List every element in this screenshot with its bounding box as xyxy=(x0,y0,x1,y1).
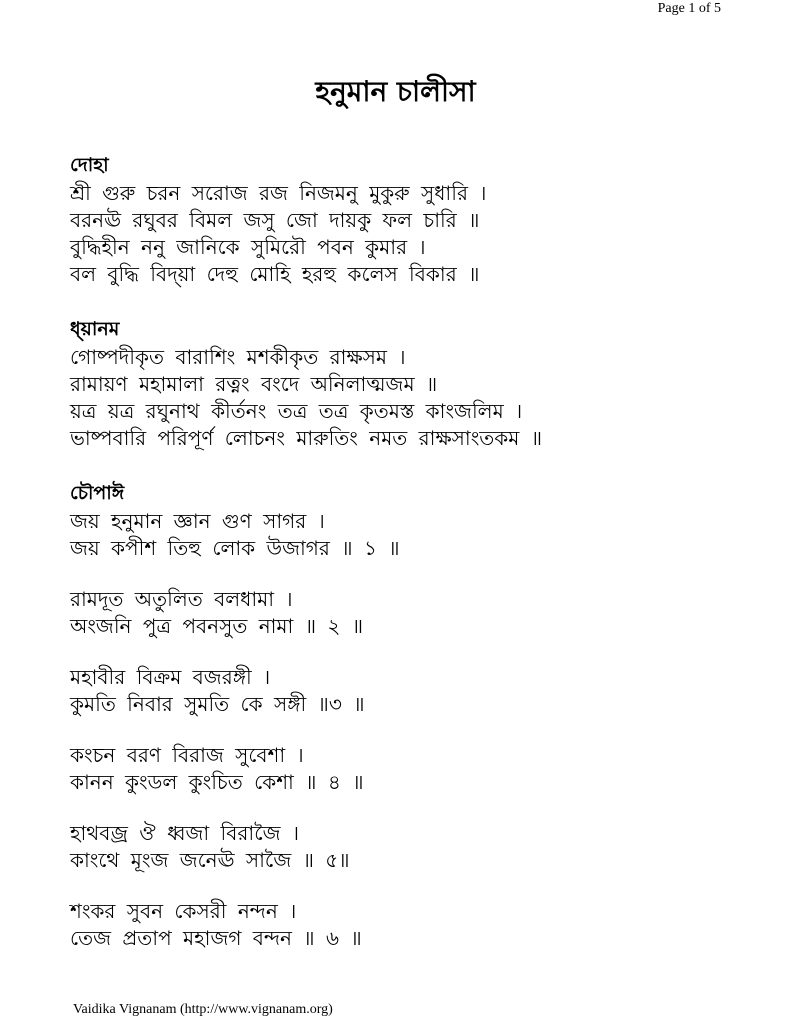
chaupai-line: কানন কুংডল কুংচিত কেশা ॥ ৪ ॥ xyxy=(70,770,364,794)
chaupai-line: অংজনি পুত্র পবনসুত নামা ॥ ২ ॥ xyxy=(70,614,364,638)
chaupai-line: জয় কপীশ তিহু লোক উজাগর ॥ ১ ॥ xyxy=(70,536,400,560)
doha-line: বরনঊ রঘুবর বিমল জসু জো দায়কু ফল চারি ॥ xyxy=(70,208,480,232)
doha-section xyxy=(70,150,760,288)
chaupai-line: তেজ প্রতাপ মহাজগ বন্দন ॥ ৬ ॥ xyxy=(70,926,362,950)
document-body xyxy=(70,150,760,976)
chaupai-line: হাথবজ্র ঔ ধ্বজা বিরাজৈ । xyxy=(70,821,299,845)
dhyanam-line: রামায়ণ মহামালা রত্নং বংদে অনিলাত্মজম ॥ xyxy=(70,372,438,396)
chaupai-stanza xyxy=(70,898,760,952)
doha-line: শ্রী গুরু চরন সরোজ রজ নিজমনু মুকুরু সুধারি । xyxy=(70,181,487,205)
chaupai-line: কাংথে মূংজ জনেঊ সাজৈ ॥ ৫॥ xyxy=(70,848,350,872)
dhyanam-section xyxy=(70,314,760,452)
footer-source: Vaidika Vignanam (http://www.vignanam.org) xyxy=(73,1002,333,1017)
chaupai-stanza xyxy=(70,742,760,796)
page-indicator: Page 1 of 5 xyxy=(657,1,721,16)
chaupai-stanza xyxy=(70,508,760,562)
document-title: হনুমান চালীসা xyxy=(315,75,476,108)
chaupai-stanza xyxy=(70,664,760,718)
dhyanam-line: গোষ্পদীকৃত বারাশিং মশকীকৃত রাক্ষসম । xyxy=(70,345,406,369)
dhyanam-line: ভাষ্পবারি পরিপূর্ণ লোচনং মারুতিং নমত রাক্ষসাংতকম ॥ xyxy=(70,426,543,450)
chaupai-line: মহাবীর বিক্রম বজরঙ্গী । xyxy=(70,665,271,689)
doha-heading: দোহা xyxy=(70,154,109,176)
dhyanam-line: য়ত্র য়ত্র রঘুনাথ কীর্তনং তত্র তত্র কৃতমস্ত কাংজলিম । xyxy=(70,399,523,423)
chaupai-line: জয় হনুমান জ্ঞান গুণ সাগর । xyxy=(70,509,325,533)
chaupai-stanza xyxy=(70,820,760,874)
doha-line: বুদ্ধিহীন ননু জানিকে সুমিরৌ পবন কুমার । xyxy=(70,235,426,259)
chaupai-line: কুমতি নিবার সুমতি কে সঙ্গী ॥৩ ॥ xyxy=(70,692,365,716)
chaupai-line: কংচন বরণ বিরাজ সুবেশা । xyxy=(70,743,304,767)
doha-line: বল বুদ্ধি বিদ্য়া দেহু মোহি হরহু কলেস বিকার ॥ xyxy=(70,262,480,286)
chaupai-stanza xyxy=(70,586,760,640)
dhyanam-heading: ধ্য়ানম xyxy=(70,318,120,340)
chaupai-heading: চৌপাঈ xyxy=(70,482,125,504)
chaupai-line: শংকর সুবন কেসরী নন্দন । xyxy=(70,899,297,923)
chaupai-section xyxy=(70,478,760,952)
chaupai-line: রামদূত অতুলিত বলধামা । xyxy=(70,587,293,611)
